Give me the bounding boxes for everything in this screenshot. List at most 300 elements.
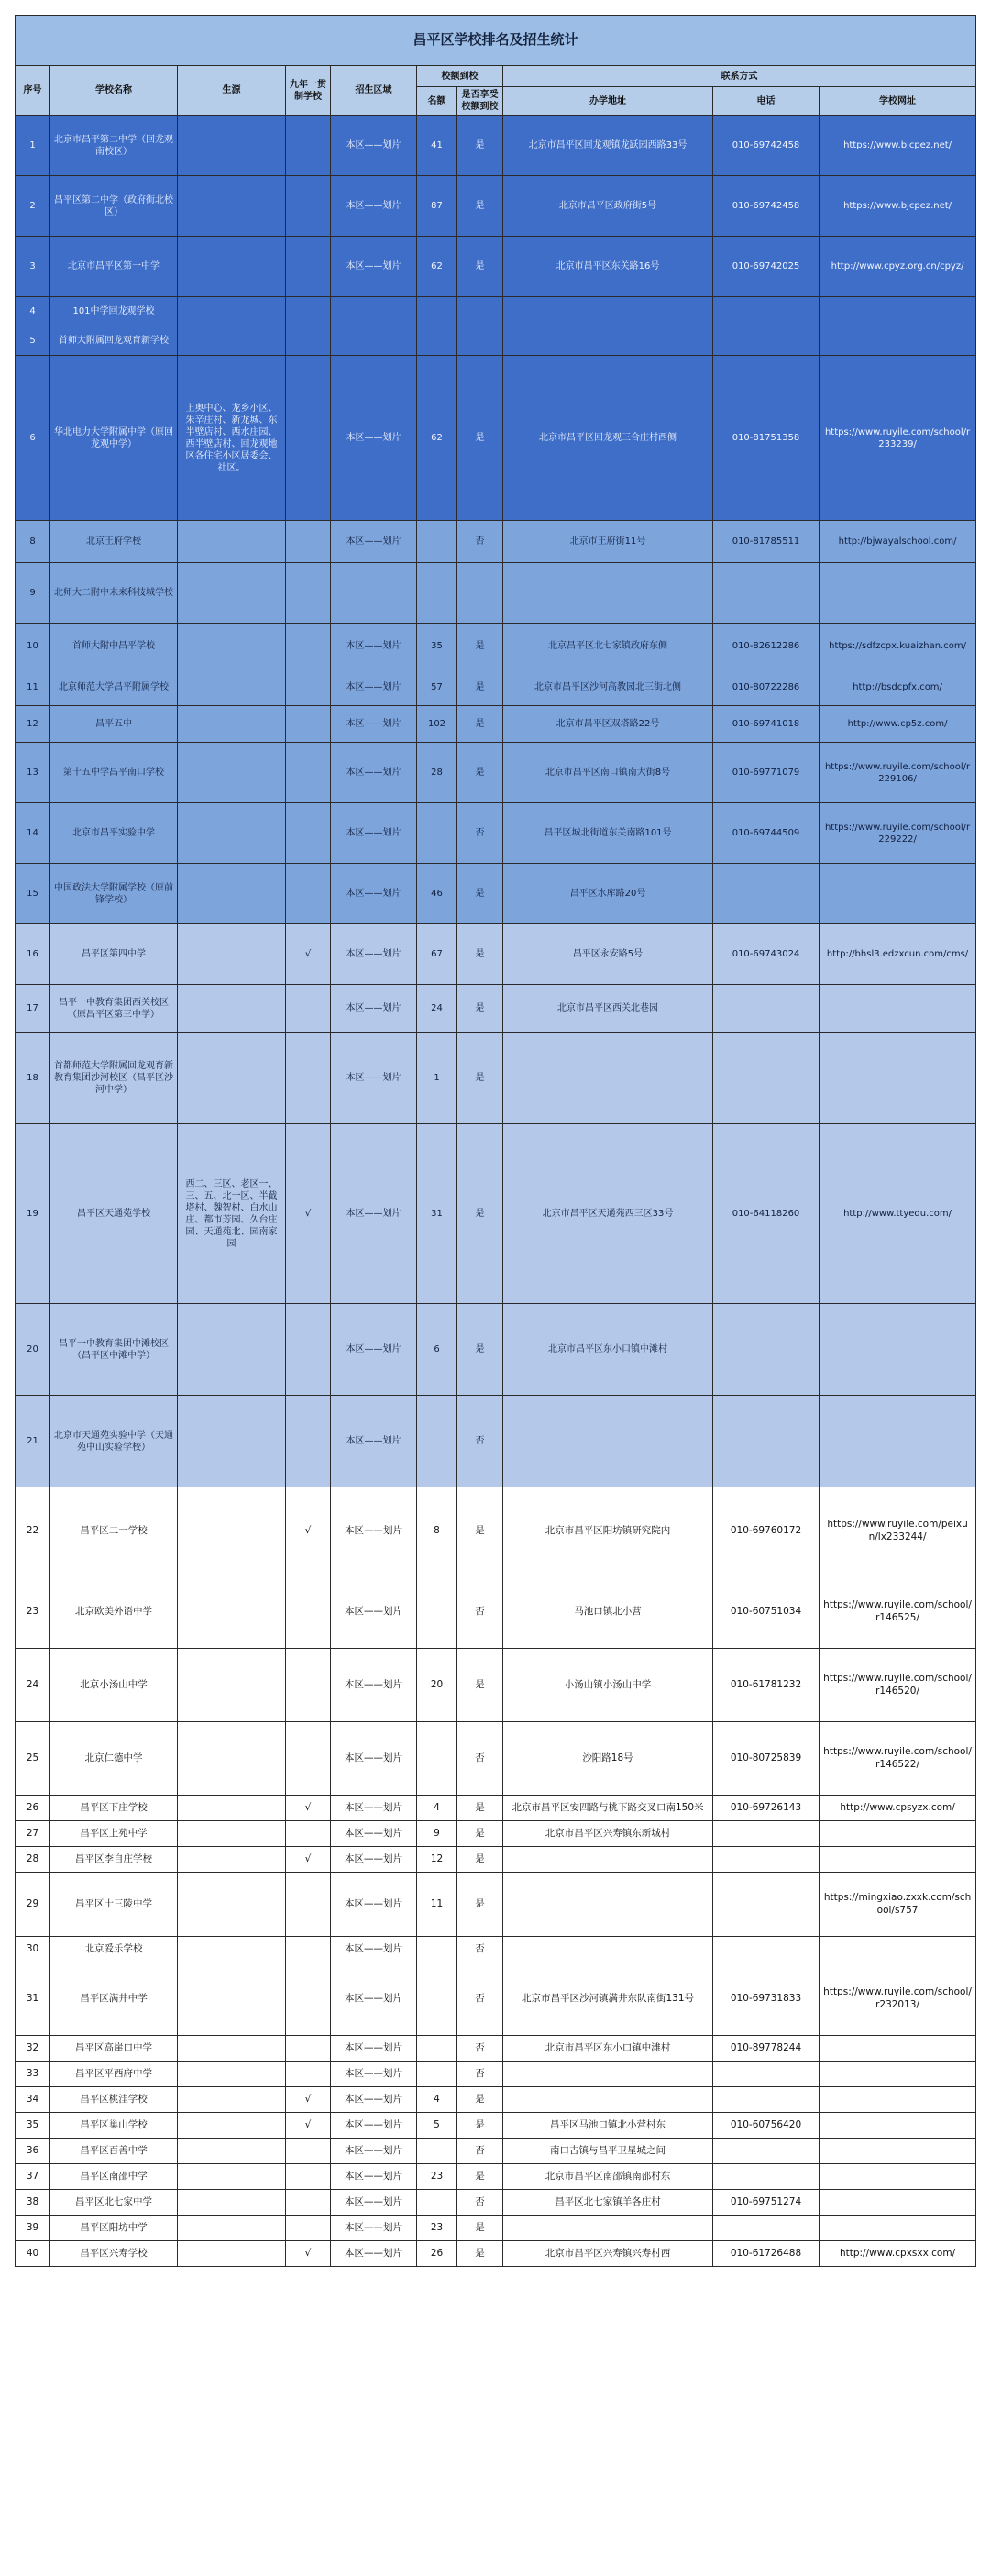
cell-name: 北京欧美外语中学 [50,1575,178,1649]
cell-nine-year [286,985,331,1033]
cell-nine-year [286,1962,331,2036]
cell-nine-year: √ [286,1124,331,1304]
cell-website[interactable]: http://bsdcpfx.com/ [820,669,976,706]
cell-website[interactable]: https://mingxiao.zxxk.com/school/s757 [820,1873,976,1937]
cell-name: 北京市昌平区第一中学 [50,237,178,297]
cell-index: 2 [16,176,50,237]
cell-phone: 010-69742025 [713,237,820,297]
cell-source [178,706,286,743]
cell-phone: 010-69751274 [713,2190,820,2216]
cell-source [178,2216,286,2241]
cell-address: 北京市昌平区兴寿镇东新城村 [503,1821,713,1847]
cell-website [820,2190,976,2216]
cell-phone: 010-69760172 [713,1487,820,1575]
cell-source [178,2139,286,2164]
cell-website [820,1847,976,1873]
cell-index: 34 [16,2087,50,2113]
cell-website[interactable]: http://www.cp5z.com/ [820,706,976,743]
cell-source: 上奥中心、龙乡小区、朱辛庄村、新龙城、东半壁店村、西水庄园、西半壁店村、回龙观地区各住宅小区居委会、社区。 [178,356,286,521]
table-row [16,2139,976,2164]
col-header-enjoy: 是否享受校额到校 [457,87,503,116]
cell-quota: 4 [417,1796,457,1821]
cell-nine-year: √ [286,2241,331,2267]
cell-address: 北京市昌平区西关北巷园 [503,985,713,1033]
cell-nine-year [286,297,331,326]
cell-phone [713,326,820,356]
cell-region: 本区——划片 [331,1396,417,1487]
cell-index: 25 [16,1722,50,1796]
cell-address: 北京市昌平区天通苑西三区33号 [503,1124,713,1304]
cell-source [178,1821,286,1847]
cell-name: 昌平一中教育集团西关校区（原昌平区第三中学） [50,985,178,1033]
cell-region: 本区——划片 [331,1962,417,2036]
cell-address [503,2087,713,2113]
cell-region: 本区——划片 [331,2087,417,2113]
cell-address: 马池口镇北小营 [503,1575,713,1649]
cell-source [178,297,286,326]
cell-enjoy: 是 [457,706,503,743]
cell-nine-year: √ [286,924,331,985]
cell-nine-year [286,237,331,297]
cell-website [820,563,976,624]
cell-quota: 102 [417,706,457,743]
cell-enjoy: 是 [457,743,503,803]
cell-address: 北京市王府街11号 [503,521,713,563]
cell-nine-year [286,116,331,176]
cell-source [178,1649,286,1722]
cell-nine-year [286,521,331,563]
cell-address: 南口古镇与昌平卫星城之间 [503,2139,713,2164]
cell-region: 本区——划片 [331,1796,417,1821]
cell-website[interactable]: http://www.cpyz.org.cn/cpyz/ [820,237,976,297]
cell-address [503,1873,713,1937]
cell-name: 昌平区第四中学 [50,924,178,985]
cell-nine-year [286,1396,331,1487]
cell-address [503,1033,713,1124]
cell-enjoy: 否 [457,803,503,864]
cell-nine-year: √ [286,2113,331,2139]
cell-index: 14 [16,803,50,864]
col-header-source: 生源 [178,66,286,116]
cell-region: 本区——划片 [331,1487,417,1575]
cell-name: 首都师范大学附属回龙观育新教育集团沙河校区（昌平区沙河中学） [50,1033,178,1124]
table-row [16,669,976,706]
cell-phone [713,1937,820,1962]
col-group-contact: 联系方式 [503,66,976,87]
cell-region: 本区——划片 [331,2062,417,2087]
cell-index: 4 [16,297,50,326]
cell-phone: 010-69743024 [713,924,820,985]
cell-nine-year [286,706,331,743]
cell-website[interactable]: https://www.ruyile.com/school/r232013/ [820,1962,976,2036]
cell-enjoy: 否 [457,1396,503,1487]
cell-address: 沙阳路18号 [503,1722,713,1796]
cell-enjoy: 否 [457,1937,503,1962]
cell-address: 昌平区永安路5号 [503,924,713,985]
cell-website [820,2113,976,2139]
cell-enjoy: 否 [457,1722,503,1796]
cell-enjoy [457,297,503,326]
cell-quota [417,563,457,624]
cell-quota [417,2062,457,2087]
cell-quota: 87 [417,176,457,237]
table-row [16,864,976,924]
table-row [16,1722,976,1796]
cell-phone: 010-61781232 [713,1649,820,1722]
cell-index: 10 [16,624,50,669]
cell-enjoy: 是 [457,1796,503,1821]
table-row [16,624,976,669]
cell-website [820,2087,976,2113]
cell-nine-year [286,176,331,237]
cell-phone: 010-69771079 [713,743,820,803]
cell-website[interactable]: https://www.ruyile.com/school/r233239/ [820,356,976,521]
cell-address [503,297,713,326]
cell-enjoy: 是 [457,1821,503,1847]
cell-website [820,985,976,1033]
cell-quota [417,803,457,864]
cell-index: 9 [16,563,50,624]
cell-region: 本区——划片 [331,2113,417,2139]
cell-name: 昌平区下庄学校 [50,1796,178,1821]
cell-region [331,297,417,326]
cell-address: 北京市昌平区南邵镇南邵村东 [503,2164,713,2190]
cell-nine-year [286,1575,331,1649]
cell-enjoy: 是 [457,116,503,176]
cell-source [178,237,286,297]
cell-index: 28 [16,1847,50,1873]
cell-index: 6 [16,356,50,521]
cell-nine-year [286,2036,331,2062]
cell-name: 华北电力大学附属中学（原回龙观中学） [50,356,178,521]
cell-enjoy: 否 [457,2062,503,2087]
cell-quota: 35 [417,624,457,669]
cell-address: 北京市昌平区东小口镇中滩村 [503,2036,713,2062]
table-row [16,1796,976,1821]
cell-name: 北京小汤山中学 [50,1649,178,1722]
cell-region [331,326,417,356]
cell-phone: 010-81751358 [713,356,820,521]
cell-name: 101中学回龙观学校 [50,297,178,326]
cell-enjoy: 是 [457,1873,503,1937]
cell-quota: 23 [417,2216,457,2241]
cell-source [178,326,286,356]
cell-phone [713,2216,820,2241]
cell-enjoy: 是 [457,1649,503,1722]
cell-region: 本区——划片 [331,1575,417,1649]
cell-address: 北京市昌平区东关路16号 [503,237,713,297]
cell-index: 21 [16,1396,50,1487]
table-row [16,1124,976,1304]
cell-address: 北京市昌平区回龙观三合庄村西侧 [503,356,713,521]
cell-nine-year: √ [286,1796,331,1821]
table-row [16,116,976,176]
table-row [16,2216,976,2241]
cell-phone: 010-80725839 [713,1722,820,1796]
table-row [16,1487,976,1575]
cell-website [820,1033,976,1124]
cell-website[interactable]: https://www.ruyile.com/school/r229106/ [820,743,976,803]
cell-region: 本区——划片 [331,706,417,743]
cell-source [178,624,286,669]
cell-index: 11 [16,669,50,706]
cell-phone [713,1821,820,1847]
cell-website[interactable]: https://www.ruyile.com/school/r146525/ [820,1575,976,1649]
cell-source [178,563,286,624]
cell-source [178,2062,286,2087]
cell-name: 昌平区满井中学 [50,1962,178,2036]
cell-enjoy: 是 [457,1124,503,1304]
cell-phone [713,2062,820,2087]
cell-source [178,1575,286,1649]
table-row [16,1937,976,1962]
cell-name: 昌平一中教育集团中滩校区（昌平区中滩中学） [50,1304,178,1396]
cell-region: 本区——划片 [331,2164,417,2190]
cell-address [503,1847,713,1873]
cell-index: 16 [16,924,50,985]
table-row [16,1821,976,1847]
cell-website[interactable]: https://www.ruyile.com/school/r146520/ [820,1649,976,1722]
cell-website [820,2164,976,2190]
cell-address: 昌平区水库路20号 [503,864,713,924]
cell-name: 北京市昌平第二中学（回龙观南校区） [50,116,178,176]
cell-quota: 8 [417,1487,457,1575]
cell-source [178,864,286,924]
cell-website [820,2139,976,2164]
cell-index: 8 [16,521,50,563]
table-row [16,1847,976,1873]
cell-index: 36 [16,2139,50,2164]
cell-phone: 010-61726488 [713,2241,820,2267]
table-body [16,116,976,2267]
cell-phone: 010-60756420 [713,2113,820,2139]
cell-phone: 010-69742458 [713,116,820,176]
cell-quota: 11 [417,1873,457,1937]
cell-index: 5 [16,326,50,356]
cell-name: 昌平区阳坊中学 [50,2216,178,2241]
table-row [16,176,976,237]
table-row [16,924,976,985]
cell-source [178,116,286,176]
cell-index: 1 [16,116,50,176]
cell-nine-year [286,326,331,356]
cell-region: 本区——划片 [331,2139,417,2164]
cell-address [503,1396,713,1487]
cell-website[interactable]: https://sdfzcpx.kuaizhan.com/ [820,624,976,669]
cell-address: 北京市昌平区双塔路22号 [503,706,713,743]
cell-nine-year [286,2190,331,2216]
cell-phone [713,2164,820,2190]
cell-enjoy: 否 [457,2036,503,2062]
cell-phone: 010-82612286 [713,624,820,669]
cell-address: 北京市昌平区沙河高教园北三街北侧 [503,669,713,706]
cell-name: 昌平区平西府中学 [50,2062,178,2087]
cell-phone [713,2139,820,2164]
cell-region: 本区——划片 [331,1821,417,1847]
cell-nine-year [286,1937,331,1962]
cell-phone [713,1304,820,1396]
cell-phone [713,1873,820,1937]
cell-index: 27 [16,1821,50,1847]
cell-quota: 28 [417,743,457,803]
table-row [16,1873,976,1937]
table-row [16,521,976,563]
cell-name: 首师大附属回龙观育新学校 [50,326,178,356]
col-header-nine-year: 九年一贯制学校 [286,66,331,116]
cell-region: 本区——划片 [331,985,417,1033]
cell-source [178,2113,286,2139]
cell-quota [417,2190,457,2216]
cell-website[interactable]: http://www.ttyedu.com/ [820,1124,976,1304]
cell-region: 本区——划片 [331,2190,417,2216]
table-row [16,1575,976,1649]
page-title: 昌平区学校排名及招生统计 [16,16,976,66]
cell-enjoy: 否 [457,1962,503,2036]
cell-phone: 010-81785511 [713,521,820,563]
cell-source [178,1304,286,1396]
cell-quota [417,1937,457,1962]
cell-name: 北京市天通苑实验中学（天通苑中山实验学校） [50,1396,178,1487]
table-row [16,2036,976,2062]
cell-index: 13 [16,743,50,803]
cell-quota [417,297,457,326]
cell-name: 昌平区天通苑学校 [50,1124,178,1304]
cell-index: 17 [16,985,50,1033]
cell-website[interactable]: http://www.cpxsxx.com/ [820,2241,976,2267]
cell-phone [713,563,820,624]
cell-source [178,2087,286,2113]
cell-index: 38 [16,2190,50,2216]
cell-address: 昌平区城北街道东关南路101号 [503,803,713,864]
cell-address [503,2216,713,2241]
cell-website[interactable]: https://www.bjcpez.net/ [820,116,976,176]
cell-enjoy: 是 [457,985,503,1033]
cell-nine-year: √ [286,1487,331,1575]
cell-region: 本区——划片 [331,237,417,297]
cell-nine-year [286,803,331,864]
cell-quota: 41 [417,116,457,176]
school-table [15,15,976,2267]
cell-website[interactable]: http://www.cpsyzx.com/ [820,1796,976,1821]
table-row [16,2241,976,2267]
cell-enjoy: 是 [457,356,503,521]
cell-quota: 5 [417,2113,457,2139]
cell-enjoy: 是 [457,2241,503,2267]
col-header-address: 办学地址 [503,87,713,116]
table-row [16,1396,976,1487]
cell-enjoy: 是 [457,2164,503,2190]
cell-quota [417,2139,457,2164]
cell-name: 昌平区巢山学校 [50,2113,178,2139]
cell-region: 本区——划片 [331,1722,417,1796]
cell-region: 本区——划片 [331,356,417,521]
cell-address: 北京市昌平区东小口镇中滩村 [503,1304,713,1396]
cell-quota: 20 [417,1649,457,1722]
cell-name: 昌平区第二中学（政府街北校区） [50,176,178,237]
cell-quota: 9 [417,1821,457,1847]
cell-enjoy: 是 [457,864,503,924]
cell-index: 24 [16,1649,50,1722]
cell-quota [417,521,457,563]
cell-enjoy: 是 [457,924,503,985]
col-header-phone: 电话 [713,87,820,116]
cell-nine-year: √ [286,1847,331,1873]
table-row [16,1649,976,1722]
cell-index: 32 [16,2036,50,2062]
cell-website [820,1821,976,1847]
cell-index: 37 [16,2164,50,2190]
cell-enjoy: 否 [457,1575,503,1649]
cell-enjoy [457,326,503,356]
cell-index: 39 [16,2216,50,2241]
cell-nine-year [286,669,331,706]
cell-phone: 010-69744509 [713,803,820,864]
cell-nine-year [286,356,331,521]
cell-enjoy: 否 [457,2190,503,2216]
cell-name: 北京市昌平实验中学 [50,803,178,864]
cell-source [178,1937,286,1962]
cell-website [820,864,976,924]
cell-quota: 46 [417,864,457,924]
cell-address [503,1937,713,1962]
cell-name: 北师大二附中未来科技城学校 [50,563,178,624]
cell-index: 12 [16,706,50,743]
cell-website[interactable]: https://www.ruyile.com/school/r229222/ [820,803,976,864]
table-row [16,743,976,803]
table-row [16,2113,976,2139]
cell-source [178,2036,286,2062]
cell-name: 北京师范大学昌平附属学校 [50,669,178,706]
cell-enjoy: 是 [457,1487,503,1575]
col-header-name: 学校名称 [50,66,178,116]
cell-index: 22 [16,1487,50,1575]
cell-website [820,1937,976,1962]
ranking-sheet [15,15,975,2267]
cell-website[interactable]: http://bhsl3.edzxcun.com/cms/ [820,924,976,985]
cell-enjoy: 是 [457,237,503,297]
table-row [16,2190,976,2216]
cell-name: 昌平区十三陵中学 [50,1873,178,1937]
cell-index: 29 [16,1873,50,1937]
col-header-quota: 名额 [417,87,457,116]
cell-region: 本区——划片 [331,1304,417,1396]
cell-quota: 12 [417,1847,457,1873]
cell-address [503,326,713,356]
cell-phone [713,864,820,924]
cell-website[interactable]: http://bjwayalschool.com/ [820,521,976,563]
cell-region: 本区——划片 [331,624,417,669]
cell-region: 本区——划片 [331,1124,417,1304]
cell-phone [713,985,820,1033]
cell-phone: 010-69726143 [713,1796,820,1821]
cell-website[interactable]: https://www.ruyile.com/school/r146522/ [820,1722,976,1796]
cell-nine-year [286,1821,331,1847]
cell-source [178,985,286,1033]
cell-nine-year [286,864,331,924]
cell-region: 本区——划片 [331,1937,417,1962]
cell-website[interactable]: https://www.bjcpez.net/ [820,176,976,237]
cell-index: 23 [16,1575,50,1649]
cell-website [820,2036,976,2062]
cell-website [820,1304,976,1396]
cell-name: 中国政法大学附属学校（原前锋学校） [50,864,178,924]
cell-region: 本区——划片 [331,803,417,864]
cell-enjoy: 是 [457,1033,503,1124]
cell-quota: 62 [417,237,457,297]
cell-region: 本区——划片 [331,864,417,924]
cell-address: 北京市昌平区政府街5号 [503,176,713,237]
cell-website[interactable]: https://www.ruyile.com/peixun/lx233244/ [820,1487,976,1575]
